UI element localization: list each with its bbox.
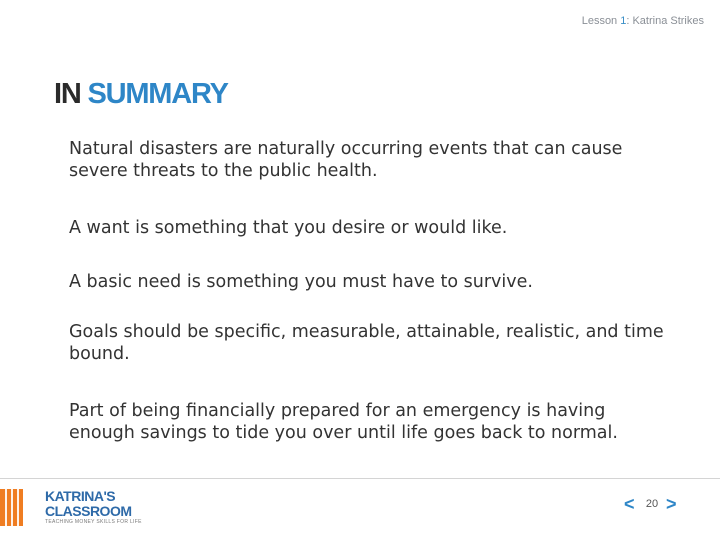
orange-accent-bar xyxy=(0,489,23,526)
lesson-title: : Katrina Strikes xyxy=(626,15,704,27)
summary-paragraph: A want is something that you desire or would like. xyxy=(69,218,508,238)
page-number: 20 xyxy=(645,498,659,510)
katrinas-classroom-logo xyxy=(45,488,155,528)
chevron-left-icon[interactable]: < xyxy=(624,494,635,514)
summary-paragraph: Part of being financially prepared for an emergency is having enough savings to tide you over until life goes back to normal. xyxy=(69,401,618,443)
chevron-right-icon[interactable]: > xyxy=(666,494,677,514)
summary-paragraph: Goals should be specific, measurable, attainable, realistic, and time bound. xyxy=(69,322,664,364)
lesson-label xyxy=(582,15,704,27)
title-word-summary: SUMMARY xyxy=(87,78,228,110)
lesson-number: 1 xyxy=(620,15,627,27)
footer-divider xyxy=(0,478,720,479)
logo-tagline: TEACHING MONEY SKILLS FOR LIFE xyxy=(45,519,142,525)
lesson-prefix: Lesson xyxy=(581,15,621,27)
logo-line1: KATRINA'S xyxy=(45,488,116,504)
summary-paragraph: A basic need is something you must have to survive. xyxy=(69,272,533,292)
title-word-in: IN xyxy=(54,78,81,110)
logo-line2: CLASSROOM xyxy=(45,503,132,519)
page-title xyxy=(54,78,228,111)
summary-paragraph: Natural disasters are naturally occurring events that can cause severe threats to the public health. xyxy=(69,139,623,181)
